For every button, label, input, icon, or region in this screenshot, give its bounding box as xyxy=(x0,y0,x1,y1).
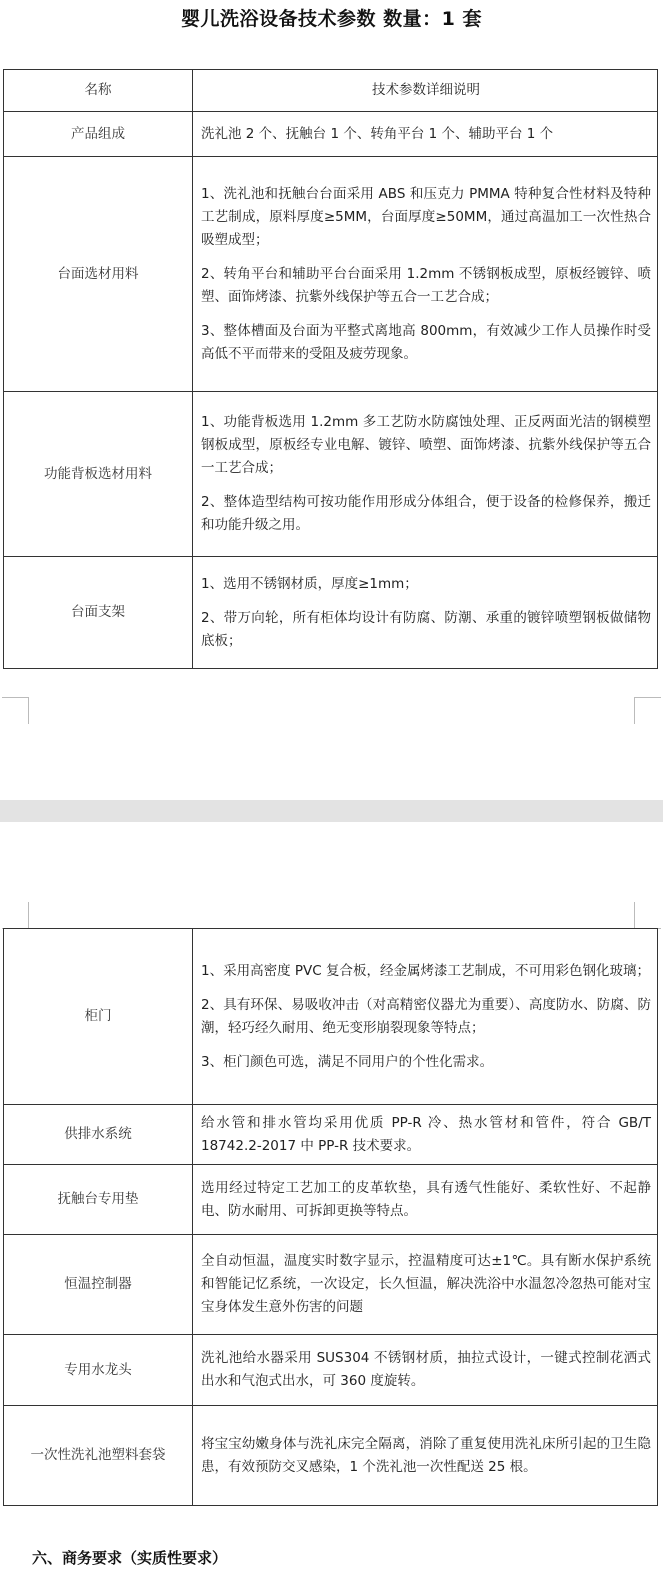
desc-paragraph: 洗礼池 2 个、抚触台 1 个、转角平台 1 个、辅助平台 1 个 xyxy=(201,125,554,142)
section-heading: 六、商务要求（实质性要求） xyxy=(32,1549,228,1567)
table-row xyxy=(4,392,658,557)
row-name-cell: 抚触台专用垫 xyxy=(4,1165,193,1235)
table-row xyxy=(4,157,658,392)
row-desc-cell xyxy=(193,557,658,669)
row-name-cell: 专用水龙头 xyxy=(4,1335,193,1406)
desc-paragraph: 3、柜门颜色可选，满足不同用户的个性化需求。 xyxy=(201,1053,494,1070)
desc-paragraph: 2、带万向轮，所有柜体均设计有防腐、防潮、承重的镀锌喷塑钢板做储物底板； xyxy=(201,609,651,649)
desc-paragraph: 将宝宝幼嫩身体与洗礼床完全隔离，消除了重复使用洗礼床所引起的卫生隐患，有效预防交叉感染，1 个洗礼池一次性配送 25 根。 xyxy=(201,1435,651,1475)
row-name-cell: 台面选材用料 xyxy=(4,157,193,392)
table-row xyxy=(4,929,658,1105)
table-row xyxy=(4,1235,658,1335)
desc-paragraph: 1、洗礼池和抚触台台面采用 ABS 和压克力 PMMA 特种复合性材料及特种工艺制成，原料厚度≥5MM，台面厚度≥50MM，通过高温加工一次性热合吸塑成型； xyxy=(201,185,651,248)
desc-paragraph: 1、选用不锈钢材质，厚度≥1mm； xyxy=(201,575,418,592)
header-name-cell: 名称 xyxy=(4,70,193,112)
table-row xyxy=(4,557,658,669)
table-row xyxy=(4,1165,658,1235)
row-desc-cell xyxy=(193,1165,658,1235)
desc-paragraph: 3、整体槽面及台面为平整式离地高 800mm，有效减少工作人员操作时受高低不平而带来的受阻及疲劳现象。 xyxy=(201,322,651,362)
row-name-cell: 柜门 xyxy=(4,929,193,1105)
row-name-cell: 产品组成 xyxy=(4,112,193,157)
table-header-row xyxy=(4,70,658,112)
desc-paragraph: 给水管和排水管均采用优质 PP-R 冷、热水管材和管件，符合 GB/T 18742.2-2017 中 PP-R 技术要求。 xyxy=(201,1114,651,1154)
desc-paragraph: 1、功能背板选用 1.2mm 多工艺防水防腐蚀处理、正反两面光洁的钢模塑钢板成型，原板经专业电解、镀锌、喷塑、面饰烤漆、抗紫外线保护等五合一工艺合成； xyxy=(201,414,651,476)
desc-paragraph: 2、具有环保、易吸收冲击（对高精密仪器尤为重要）、高度防水、防腐、防潮，轻巧经久耐用、绝无变形崩裂现象等特点； xyxy=(201,996,651,1036)
page-corner-mark xyxy=(634,697,661,724)
page-corner-mark xyxy=(2,697,29,724)
row-name-cell: 台面支架 xyxy=(4,557,193,669)
page-corner-mark xyxy=(634,902,661,929)
row-name-cell: 供排水系统 xyxy=(4,1105,193,1165)
spec-table-1 xyxy=(3,69,658,669)
desc-paragraph: 洗礼池给水器采用 SUS304 不锈钢材质，抽拉式设计，一键式控制花洒式出水和气泡式出水，可 360 度旋转。 xyxy=(201,1350,651,1389)
table-row xyxy=(4,1406,658,1506)
row-name-cell: 功能背板选材用料 xyxy=(4,392,193,557)
desc-paragraph: 选用经过特定工艺加工的皮革软垫，具有透气性能好、柔软性好、不起静电、防水耐用、可拆卸更换等特点。 xyxy=(201,1179,651,1219)
desc-paragraph: 1、采用高密度 PVC 复合板，经金属烤漆工艺制成，不可用彩色钢化玻璃； xyxy=(201,962,650,979)
row-desc-cell xyxy=(193,929,658,1105)
row-desc-cell xyxy=(193,392,658,557)
desc-paragraph: 全自动恒温，温度实时数字显示，控温精度可达±1℃。具有断水保护系统和智能记忆系统，一次设定，长久恒温，解决洗浴中水温忽冷忽热可能对宝宝身体发生意外伤害的问题 xyxy=(201,1253,651,1315)
row-desc-cell xyxy=(193,1105,658,1165)
desc-paragraph: 2、整体造型结构可按功能作用形成分体组合，便于设备的检修保养，搬迁和功能升级之用。 xyxy=(201,494,651,533)
row-desc-cell xyxy=(193,1335,658,1406)
row-desc-cell xyxy=(193,1406,658,1506)
row-desc-cell xyxy=(193,157,658,392)
row-name-cell: 一次性洗礼池塑料套袋 xyxy=(4,1406,193,1506)
spec-table-2 xyxy=(3,928,658,1506)
page-break xyxy=(0,800,663,822)
document-title: 婴儿洗浴设备技术参数 数量：1 套 xyxy=(181,8,482,30)
row-desc-cell xyxy=(193,112,658,157)
page-corner-mark xyxy=(2,902,29,929)
desc-paragraph: 2、转角平台和辅助平台台面采用 1.2mm 不锈钢板成型，原板经镀锌、喷塑、面饰烤漆、抗紫外线保护等五合一工艺合成； xyxy=(201,265,651,305)
table-row xyxy=(4,112,658,157)
table-row xyxy=(4,1105,658,1165)
table-row xyxy=(4,1335,658,1406)
row-name-cell: 恒温控制器 xyxy=(4,1235,193,1335)
row-desc-cell xyxy=(193,1235,658,1335)
header-desc-cell: 技术参数详细说明 xyxy=(193,70,658,112)
